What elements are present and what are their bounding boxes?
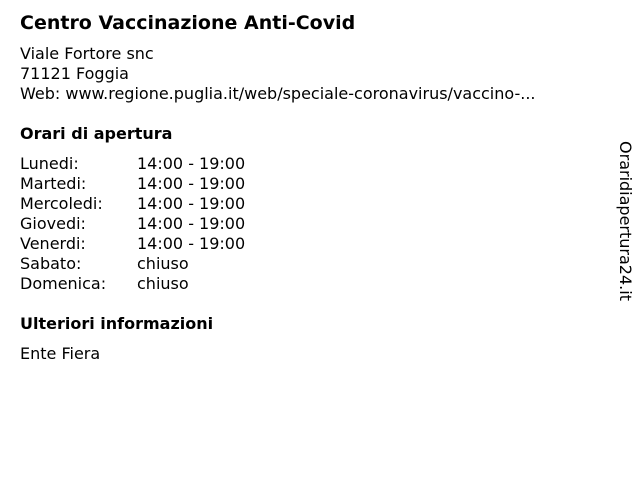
hours-value: chiuso xyxy=(137,254,189,273)
day-label: Lunedi: xyxy=(20,154,79,173)
hours-value: 14:00 - 19:00 xyxy=(137,194,246,213)
hours-row-monday xyxy=(20,154,245,174)
site-watermark: Oraridiapertura24.it xyxy=(616,141,635,301)
hours-row-wednesday xyxy=(20,194,245,214)
hours-value: 14:00 - 19:00 xyxy=(137,234,246,253)
opening-hours-heading: Orari di apertura xyxy=(20,124,173,143)
hours-row-saturday xyxy=(20,254,245,274)
page-title: Centro Vaccinazione Anti-Covid xyxy=(20,12,356,34)
hours-value: 14:00 - 19:00 xyxy=(137,174,246,193)
street-address: Viale Fortore snc xyxy=(20,44,154,63)
website-link[interactable]: Web: www.regione.puglia.it/web/speciale-coronavirus/vaccino-... xyxy=(20,84,536,103)
hours-value: chiuso xyxy=(137,274,189,293)
more-info-heading: Ulteriori informazioni xyxy=(20,314,214,333)
hours-value: 14:00 - 19:00 xyxy=(137,154,246,173)
hours-row-sunday xyxy=(20,274,245,294)
day-label: Venerdi: xyxy=(20,234,86,253)
hours-row-tuesday xyxy=(20,174,245,194)
opening-hours-table xyxy=(20,154,245,294)
city-postcode: 71121 Foggia xyxy=(20,64,129,83)
day-label: Martedi: xyxy=(20,174,87,193)
hours-row-thursday xyxy=(20,214,245,234)
hours-value: 14:00 - 19:00 xyxy=(137,214,246,233)
day-label: Mercoledi: xyxy=(20,194,103,213)
day-label: Giovedi: xyxy=(20,214,86,233)
more-info-text: Ente Fiera xyxy=(20,344,101,363)
day-label: Sabato: xyxy=(20,254,82,273)
hours-row-friday xyxy=(20,234,245,254)
day-label: Domenica: xyxy=(20,274,107,293)
address-block xyxy=(20,44,536,104)
